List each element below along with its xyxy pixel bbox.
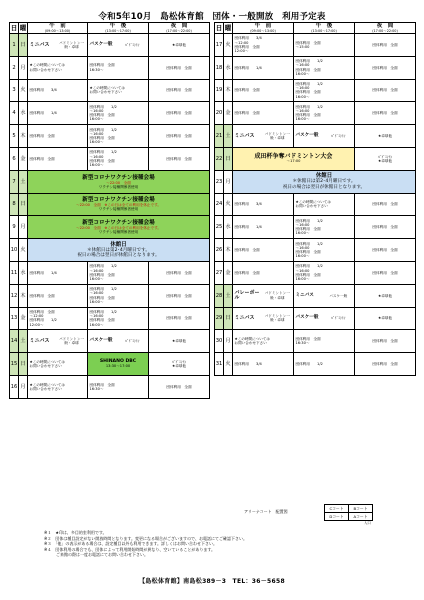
closed-note: ＊休館日は第2･4月曜日です。 祝日の場合は翌日が休館日となります。 [282, 179, 366, 190]
schedule-row [10, 34, 210, 57]
court-a: Aコート [348, 512, 373, 521]
night-cell: ★卓球他 [355, 125, 416, 148]
weekday: 火 [19, 239, 28, 262]
night-cell: ★卓球他 [149, 34, 210, 57]
event-cell: 新型コロナワクチン接種会場 ～22:00 全面 ※この日は全ての利用を休止です。 ワクチン接種関係者使用 [28, 193, 210, 216]
night-cell: 団体利用 全面 [355, 261, 416, 284]
header-weekday: 曜 [224, 23, 232, 32]
weekday: 土 [19, 170, 28, 193]
night-cell: ★卓球他 [355, 284, 416, 307]
am-cell: 団体利用 3/4 [28, 79, 88, 102]
closed-cell: 休館日 ＊休館日は第2･4月曜日です。 祝日の場合は翌日が休館日となります。 [233, 170, 416, 193]
pm-cell: ★この時間については お問い合わせ下さい [88, 79, 149, 102]
schedule-row [10, 170, 210, 193]
day-number: 15 [10, 353, 19, 376]
schedule-row [10, 216, 210, 239]
weekday: 月 [19, 375, 28, 398]
am-cell: 団体利用 3/4 ～12:00 団体利用 全面 12:00～ [233, 34, 294, 57]
pm-cell: 団体利用 1/2 ～16:00 団体利用 全面 16:00～ [294, 261, 355, 284]
pm-cell: 団体利用 1/2 ～16:00 団体利用 全面 16:00～ [294, 239, 355, 262]
event-cell: 新型コロナワクチン接種会場 ～22:00 全面 ワクチン接種関係者使用 [28, 170, 210, 193]
day-number: 11 [10, 261, 19, 284]
day-number: 21 [215, 125, 224, 148]
pm-cell: 団体利用 全面 ～15:00 [294, 34, 355, 57]
weekday: 木 [19, 284, 28, 307]
schedule-row [10, 375, 210, 398]
header-pm: 午 後 (13:00～17:00) [88, 23, 149, 34]
header-pm: 午 後 (13:00～17:00) [294, 23, 355, 34]
note-3: ※３ 「他」の表示がある場合は、設定種目以外も利用できます。詳しくはお問い合わせ下さい。 [44, 541, 218, 547]
schedule-row [10, 56, 210, 79]
am-cell: 団体利用 1/4 [233, 56, 294, 79]
day-number: 6 [10, 147, 19, 170]
weekday: 金 [224, 261, 233, 284]
night-cell: 団体利用 全面 [149, 147, 210, 170]
footer-contact: 【島松体育館】南島松389－3 TEL：36－5658 [139, 578, 285, 585]
closed-note: ＊休館日は第2･4月曜日です。 祝日の場合は翌日が休館日となります。 [77, 247, 160, 259]
weekday: 水 [224, 216, 233, 239]
notes [44, 530, 414, 558]
schedule-row [215, 170, 416, 193]
day-number: 24 [215, 193, 224, 216]
night-cell: ﾊﾞﾄﾞﾐﾝﾄﾝ ★卓球他 [355, 147, 416, 170]
header-day: 日 [215, 23, 223, 32]
weekday: 火 [224, 353, 233, 376]
am-cell: 団体利用 全面 [233, 102, 294, 125]
am-cell: ★この時間については お問い合わせ下さい [233, 330, 294, 353]
day-number: 29 [215, 307, 224, 330]
am-cell: 団体利用 1/4 [28, 261, 88, 284]
schedule-row [215, 79, 416, 102]
night-cell: 団体利用 全面 [355, 216, 416, 239]
schedule-row [215, 216, 416, 239]
weekday: 日 [19, 193, 28, 216]
night-cell: 団体利用 全面 [149, 307, 210, 330]
event-cell: 成田杯争奪バドミントン大会 ～17:00 [233, 147, 355, 170]
schedule-row [10, 261, 210, 284]
am-cell: バレーボール バドミントン一般・卓球 [233, 284, 294, 307]
pm-cell: ★この時間については お問い合わせ下さい [294, 193, 355, 216]
day-number: 28 [215, 284, 224, 307]
night-cell: 団体利用 全面 [355, 102, 416, 125]
pm-cell: 団体利用 全面 16:30～ [88, 375, 149, 398]
weekday: 水 [19, 102, 28, 125]
day-number: 25 [215, 216, 224, 239]
night-cell: 団体利用 全面 [355, 193, 416, 216]
header-am: 午 前 (09:00～13:00) [28, 23, 88, 34]
schedule-table-left [9, 22, 210, 399]
schedule-row [215, 125, 416, 148]
day-number: 14 [10, 330, 19, 353]
am-cell: 団体利用 全面 [28, 125, 88, 148]
am-cell: 団体利用 1/4 [233, 216, 294, 239]
header-day: 日 [10, 23, 18, 32]
night-cell: 団体利用 全面 [355, 239, 416, 262]
night-cell: 団体利用 全面 [355, 79, 416, 102]
weekday: 水 [224, 56, 233, 79]
am-cell: 団体利用 全面 [233, 239, 294, 262]
court-layout-label: アリーナコート 配置図 [244, 509, 288, 514]
day-number: 5 [10, 125, 19, 148]
day-number: 1 [10, 34, 19, 57]
schedule-row [215, 330, 416, 353]
night-cell: 団体利用 全面 [149, 284, 210, 307]
pm-cell: バスケ一般 ﾊﾞﾄﾞﾐﾝﾄﾝ [294, 307, 355, 330]
weekday: 日 [19, 353, 28, 376]
note-4: ※４ 団体利用の場合でも、団体によって利用開始時間が異なり、空いていることがあります。 [44, 546, 216, 552]
closed-cell: 休館日 ＊休館日は第2･4月曜日です。 祝日の場合は翌日が休館日となります。 [28, 239, 210, 262]
schedule-row [215, 193, 416, 216]
day-number: 2 [10, 56, 19, 79]
schedule-row [215, 147, 416, 170]
weekday: 日 [224, 307, 233, 330]
schedule-row [215, 261, 416, 284]
pm-cell: ミニバス バスケ一般 [294, 284, 355, 307]
weekday: 金 [19, 147, 28, 170]
night-cell: 団体利用 全面 [149, 125, 210, 148]
header-night: 夜 間 (17:00～22:00) [355, 23, 416, 34]
am-cell: 団体利用 3/4 [233, 193, 294, 216]
am-cell: ミニバス バドミントン一般・卓球 [28, 330, 88, 353]
event-cell: 新型コロナワクチン接種会場 ～22:00 全面 ※この日は全ての利用を休止です。 ワクチン接種関係者使用 [28, 216, 210, 239]
schedule-row [10, 147, 210, 170]
schedule-row [215, 56, 416, 79]
day-number: 16 [10, 375, 19, 398]
pm-cell: 団体利用 1/2 ～16:00 団体利用 全面 16:00～ [88, 102, 149, 125]
weekday: 火 [224, 193, 233, 216]
pm-cell: SHINANO DBC 13:30～17:00 [88, 353, 149, 376]
court-entrance: 入口 [364, 521, 371, 525]
court-c: Cコート [324, 504, 349, 513]
pm-cell: 団体利用 1/2 ～16:00 団体利用 全面 16:00～ [88, 125, 149, 148]
day-number: 18 [215, 56, 224, 79]
pm-cell: 団体利用 1/2 ～16:00 団体利用 全面 16:00～ [88, 147, 149, 170]
am-cell: ミニバス バドミントン一般・卓球 [233, 125, 294, 148]
schedule-row [10, 79, 210, 102]
pm-cell: バスケ一般 ﾊﾞﾄﾞﾐﾝﾄﾝ [88, 330, 149, 353]
pm-cell: 団体利用 1/2 ～16:00 団体利用 全面 16:00～ [88, 284, 149, 307]
am-cell: 団体利用 3/4 [233, 353, 294, 376]
night-cell: 団体利用 全面 [149, 102, 210, 125]
schedule-table-right [214, 22, 416, 376]
pm-cell: 団体利用 1/2 [294, 353, 355, 376]
day-number: 26 [215, 239, 224, 262]
schedule-row [215, 307, 416, 330]
pm-cell: 団体利用 1/2 ～16:00 団体利用 全面 16:00～ [294, 56, 355, 79]
pm-cell: 団体利用 全面 16:30～ [88, 56, 149, 79]
night-cell: ★卓球他 [355, 307, 416, 330]
weekday: 金 [224, 102, 233, 125]
schedule-row [10, 125, 210, 148]
note-5: ご来館の際は一度お電話にてお問い合わせ下さい。 [44, 552, 148, 558]
court-b: Bコート [348, 504, 373, 513]
weekday: 火 [19, 79, 28, 102]
night-cell: 団体利用 全面 [355, 330, 416, 353]
am-cell: ミニバス バドミントン一般・卓球 [28, 34, 88, 57]
day-number: 3 [10, 79, 19, 102]
night-cell: ★卓球他 [149, 330, 210, 353]
weekday: 土 [19, 330, 28, 353]
day-number: 17 [215, 34, 224, 57]
day-number: 9 [10, 216, 19, 239]
weekday: 土 [224, 284, 233, 307]
schedule-row [215, 239, 416, 262]
pm-cell: 団体利用 全面 16:30～ [294, 330, 355, 353]
weekday: 火 [224, 34, 233, 57]
am-cell: 団体利用 全面 [28, 147, 88, 170]
weekday: 土 [224, 125, 233, 148]
night-cell: 団体利用 全面 [355, 353, 416, 376]
night-cell: 団体利用 全面 [149, 79, 210, 102]
day-number: 12 [10, 284, 19, 307]
schedule-row [10, 284, 210, 307]
schedule-row [10, 307, 210, 330]
day-number: 27 [215, 261, 224, 284]
day-number: 19 [215, 79, 224, 102]
weekday: 月 [224, 170, 233, 193]
am-cell: 団体利用 1/4 [28, 102, 88, 125]
note-2: ※２ 団体は種目設定がない開放時間となります。変更になる場合がございますので、お電話にてご確認下さい。 [44, 535, 247, 541]
weekday: 日 [224, 147, 233, 170]
note-1: ※１ ★印は、多目的室利用です。 [44, 530, 107, 535]
schedule-row [215, 34, 416, 57]
schedule-row [10, 353, 210, 376]
schedule-row [215, 284, 416, 307]
schedule-row [10, 102, 210, 125]
day-number: 30 [215, 330, 224, 353]
weekday: 木 [224, 79, 233, 102]
weekday: 日 [19, 34, 28, 57]
night-cell: 団体利用 全面 [355, 34, 416, 57]
schedule-row [10, 239, 210, 262]
schedule-row [215, 353, 416, 376]
day-number: 7 [10, 170, 19, 193]
day-number: 31 [215, 353, 224, 376]
weekday: 金 [19, 307, 28, 330]
header-am: 午 前 (09:00～13:00) [233, 23, 294, 34]
page-title: 令和5年10月 島松体育館 団体・一般開放 利用予定表 [98, 12, 326, 22]
am-cell: ★この時間については お問い合わせ下さい [28, 353, 88, 376]
court-d: Dコート [324, 512, 349, 521]
weekday: 月 [19, 56, 28, 79]
schedule-row [215, 102, 416, 125]
night-cell: 団体利用 全面 [149, 56, 210, 79]
header-weekday: 曜 [19, 23, 27, 32]
day-number: 23 [215, 170, 224, 193]
day-number: 8 [10, 193, 19, 216]
weekday: 水 [19, 261, 28, 284]
weekday: 月 [224, 330, 233, 353]
am-cell: 団体利用 全面 [233, 261, 294, 284]
schedule-row [10, 330, 210, 353]
am-cell: ミニバス バドミントン一般・卓球 [233, 307, 294, 330]
weekday: 木 [19, 125, 28, 148]
am-cell: ★この時間については お問い合わせ下さい [28, 375, 88, 398]
am-cell: 団体利用 全面 [233, 79, 294, 102]
pm-cell: 団体利用 1/2 ～16:00 団体利用 全面 16:00～ [88, 261, 149, 284]
am-cell: 団体利用 全面 [28, 284, 88, 307]
day-number: 22 [215, 147, 224, 170]
am-cell: 団体利用 全面 ～12:00 団体利用 1/2 12:00～ [28, 307, 88, 330]
day-number: 20 [215, 102, 224, 125]
pm-cell: 団体利用 1/2 ～16:00 団体利用 全面 16:00～ [294, 79, 355, 102]
header-night: 夜 間 (17:00～22:00) [149, 23, 210, 34]
pm-cell: 団体利用 1/2 ～16:00 団体利用 全面 16:00～ [294, 216, 355, 239]
schedule-row [10, 193, 210, 216]
night-cell: 団体利用 全面 [149, 375, 210, 398]
night-cell: 団体利用 全面 [355, 56, 416, 79]
weekday: 月 [19, 216, 28, 239]
pm-cell: バスケ一般 ﾊﾞﾄﾞﾐﾝﾄﾝ [294, 125, 355, 148]
court-layout-diagram [324, 504, 374, 525]
day-number: 4 [10, 102, 19, 125]
weekday: 木 [224, 239, 233, 262]
day-number: 10 [10, 239, 19, 262]
pm-cell: 団体利用 1/2 ～16:00 団体利用 全面 16:00～ [88, 307, 149, 330]
am-cell: ★この時間については お問い合わせ下さい [28, 56, 88, 79]
night-cell: 団体利用 全面 [149, 261, 210, 284]
pm-cell: バスケ一般 ﾊﾞﾄﾞﾐﾝﾄﾝ [88, 34, 149, 57]
pm-cell: 団体利用 1/2 ～16:00 団体利用 全面 16:00～ [294, 102, 355, 125]
night-cell: ﾊﾞﾄﾞﾐﾝﾄﾝ ★卓球他 [149, 353, 210, 376]
day-number: 13 [10, 307, 19, 330]
